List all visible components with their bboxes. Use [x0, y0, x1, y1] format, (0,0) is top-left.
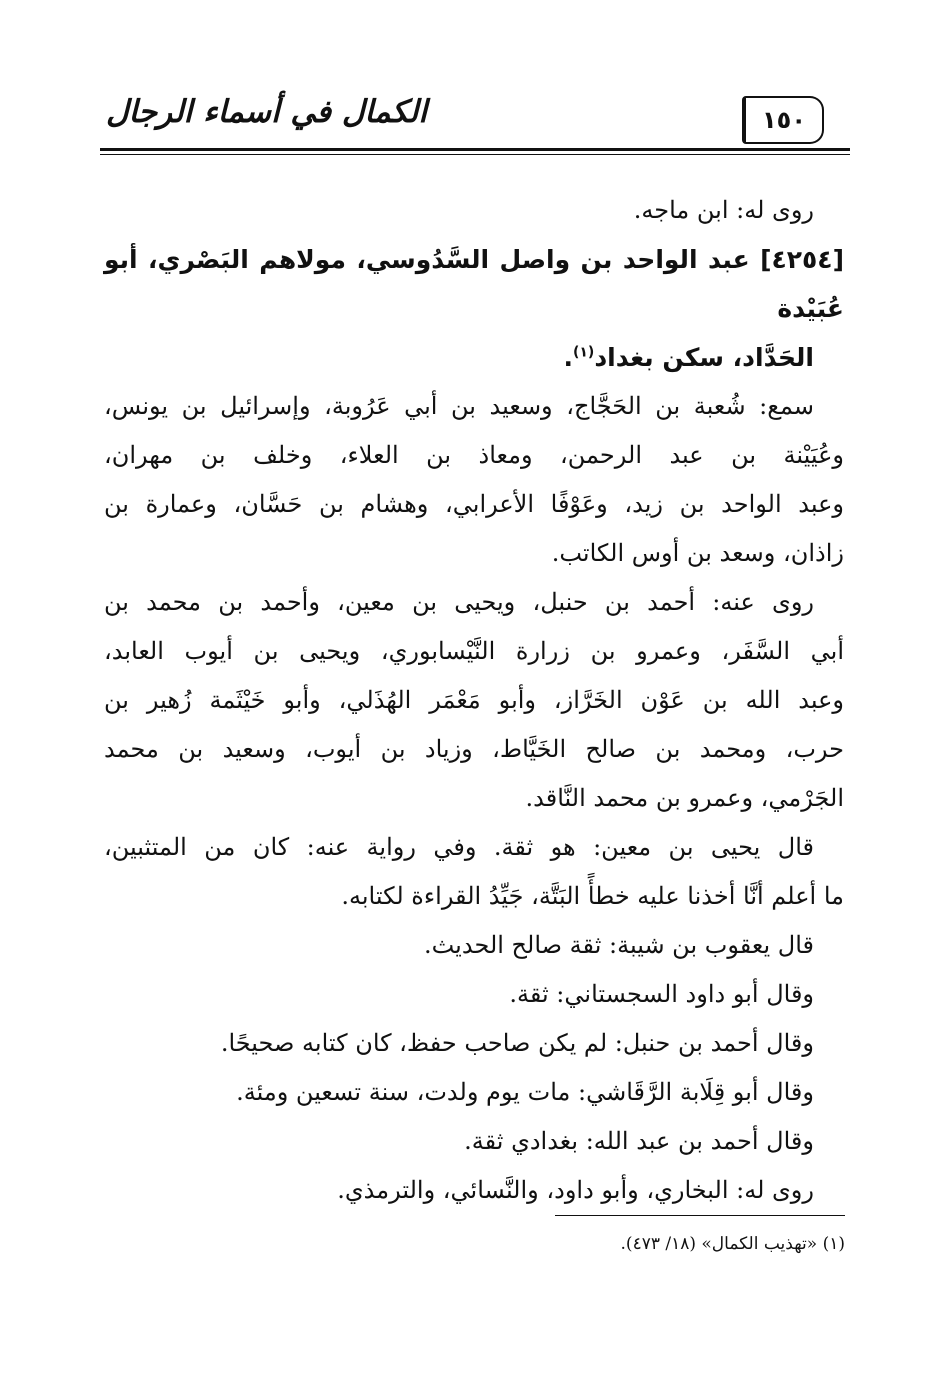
- text-line: روى عنه: أحمد بن حنبل، ويحيى بن معين، وأحمد بن محمد بن: [104, 588, 814, 616]
- text-line: حرب، ومحمد بن صالح الخَيَّاط، وزياد بن أيوب، وسعيد بن محمد: [104, 735, 844, 763]
- text-line: وقال أحمد بن حنبل: لم يكن صاحب حفظ، كان كتابه صحيحًا.: [220, 1029, 814, 1057]
- text-line: روى له: ابن ماجه.: [633, 196, 814, 224]
- text-line: وقال أبو داود السجستاني: ثقة.: [509, 980, 814, 1008]
- text-line: وقال أحمد بن عبد الله: بغدادي ثقة.: [464, 1127, 814, 1155]
- footnote: (١) «تهذيب الكمال» (١٨/ ٤٧٣).: [620, 1234, 845, 1254]
- entry-heading-end: الحَدَّاد، سكن بغداد: [594, 343, 814, 372]
- page-number-box: [742, 96, 824, 144]
- text-line: قال يحيى بن معين: هو ثقة. وفي رواية عنه: كان من المتثبين،: [104, 833, 814, 861]
- text-line: أبي السَّفَر، وعمرو بن زرارة النَّيْسابوري، ويحيى بن أيوب العابد،: [104, 637, 845, 665]
- text-line: وعبد الواحد بن زيد، وعَوْفًا الأعرابي، وهشام بن حَسَّان، وعمارة بن: [104, 490, 845, 518]
- text-line: الجَرْمي، وعمرو بن محمد النَّاقد.: [525, 784, 844, 812]
- header-rule-thin: [100, 154, 850, 155]
- footnote-ref: (١): [572, 344, 595, 361]
- text-line: وقال أبو قِلَابة الرَّقَاشي: مات يوم ولدت، سنة تسعين ومئة.: [236, 1078, 814, 1106]
- text-line: وعبد الله بن عَوْن الخَرَّاز، وأبو مَعْمَر الهُذَلي، وأبو خَيْثَمة زُهير بن: [104, 686, 845, 714]
- book-title: الكمال في أسماء الرجال: [106, 94, 427, 130]
- text-line: روى له: البخاري، وأبو داود، والنَّسائي، والترمذي.: [337, 1176, 814, 1204]
- entry-heading-line: [٤٢٥٤] عبد الواحد بن واصل السَّدُوسي، مولاهم البَصْري، أبو عُبَيْدة: [104, 245, 844, 323]
- entry-heading-line: الحَدَّاد، سكن بغداد$^{(١)}$.: [563, 343, 814, 372]
- page-number: ١٥٠: [762, 106, 806, 134]
- text-line: سمع: شُعبة بن الحَجَّاج، وسعيد بن أبي عَرُوبة، وإسرائيل بن يونس،: [104, 392, 814, 420]
- header-rule: [100, 148, 850, 151]
- text-line: وعُيَيْنة بن عبد الرحمن، ومعاذ بن العلاء، وخلف بن مهران،: [104, 441, 844, 469]
- text-line: ما أعلم أنَّا أخذنا عليه خطأً البَتَّة، جَيِّدُ القراءة لكتابه.: [341, 882, 844, 910]
- page-body: [104, 186, 844, 1215]
- text-line: زاذان، وسعد بن أوس الكاتب.: [551, 539, 844, 567]
- page-header: [100, 82, 850, 154]
- footnote-rule: [555, 1215, 845, 1216]
- text-line: قال يعقوب بن شيبة: ثقة صالح الحديث.: [423, 931, 814, 959]
